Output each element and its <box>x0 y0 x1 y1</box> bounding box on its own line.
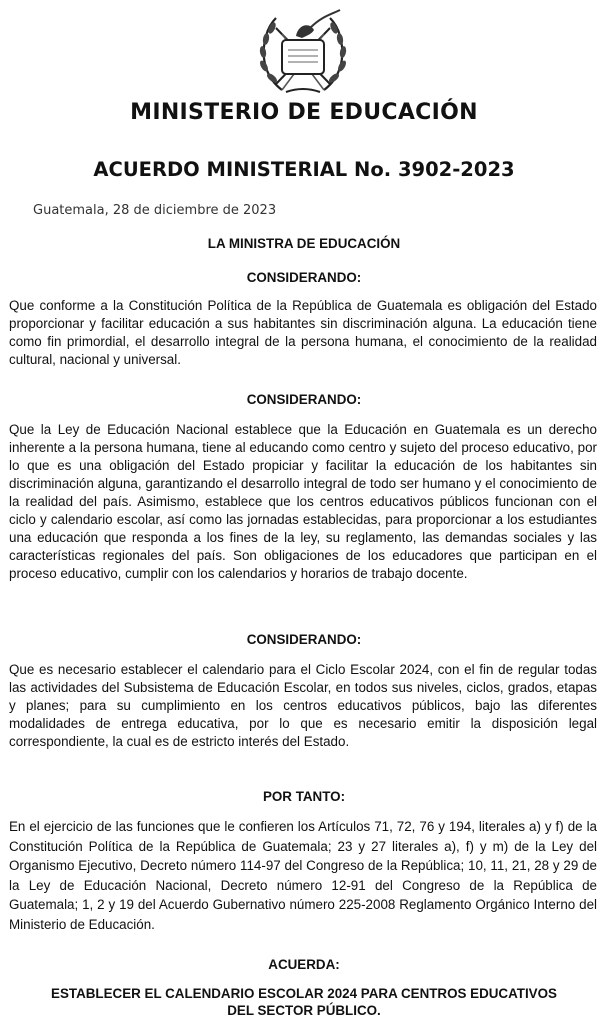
resolution-heading: ACUERDA: <box>268 957 340 972</box>
resolution-text: ESTABLECER EL CALENDARIO ESCOLAR 2024 PARA CENTROS EDUCATIVOS DEL SECTOR PÚBLICO. <box>51 986 557 1018</box>
section-paragraph: Que es necesario establecer el calendario para el Ciclo Escolar 2024, con el fin de regular todas las actividades del Subsistema de Educación Escolar, en todos sus niveles, ciclos, grados, etapas y planes; para su cumplimiento en los centros educativos públicos, bajo las diferentes modalidades de entrega educativa, por lo que es necesario emitir la disposición legal correspondiente, la cual es de estricto interés del Estado. <box>9 662 597 749</box>
section-paragraph: Que conforme a la Constitución Política de la República de Guatemala es obligación del Estado proporcionar y facilitar educación a sus habitantes sin discriminación alguna. La educación tiene como fin primordial, el desarrollo integral de la persona humana, el conocimiento de la realidad cultural, nacional y universal. <box>9 298 597 367</box>
section-heading: CONSIDERANDO: <box>246 392 362 407</box>
agreement-title: ACUERDO MINISTERIAL No. 3902-2023 <box>93 158 515 181</box>
section-paragraph: En el ejercicio de las funciones que le confieren los Artículos 71, 72, 76 y 194, literales a) y f) de la Constitución Política de la República de Guatemala; 23 y 27 literales a), f) y m) de la Ley del Organismo Ejecutivo, Decreto número 114-97 del Congreso de la República; 10, 11, 21, 28 y 29 de la Ley de Educación Nacional, Decreto número 12-91 del Congreso de la República de Guatemala; 1, 2 y 19 del Acuerdo Gubernativo número 225-2008 Reglamento Orgánico Interno del Ministerio de Educación. <box>9 819 597 932</box>
ministry-title: MINISTERIO DE EDUCACIÓN <box>130 100 478 125</box>
section-paragraph: Que la Ley de Educación Nacional establece que la Educación en Guatemala es un derecho inherente a la persona humana, tiene al educando como centro y sujeto del proceso educativo, por lo que es una obligación del Estado propiciar y facilitar la educación de los habitantes sin discriminación alguna, garantizando el desarrollo integral de todo ser humano y el conocimiento de la realidad del país. Asimismo, establece que los centros educativos públicos funcionan con el ciclo y calendario escolar, así como las jornadas establecidas, para proporcionar a los estudiantes una educación que responda a los fines de la ley, su reglamento, las demandas sociales y las características regionales del país. Son obligaciones de los educadores que participan en el proceso educativo, cumplir con los calendarios y horarios de trabajo docente. <box>9 422 597 581</box>
section-heading: CONSIDERANDO: <box>246 270 362 285</box>
document-date: Guatemala, 28 de diciembre de 2023 <box>33 203 277 218</box>
authority-heading: LA MINISTRA DE EDUCACIÓN <box>207 236 401 251</box>
section-heading: POR TANTO: <box>262 789 346 804</box>
coat-of-arms-icon <box>252 6 354 98</box>
section-heading: CONSIDERANDO: <box>246 632 362 647</box>
